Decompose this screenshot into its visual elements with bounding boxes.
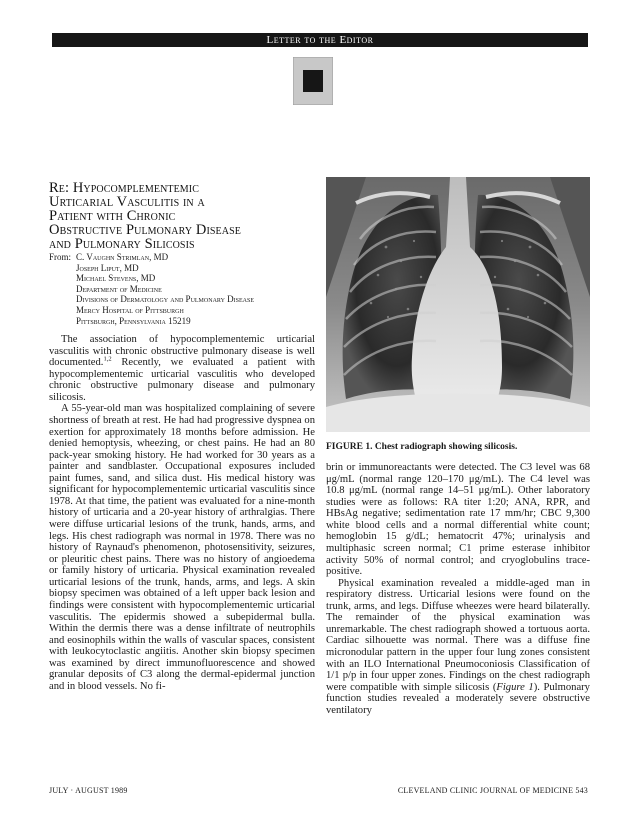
figure-caption: FIGURE 1. Chest radiograph showing silicosis. [326, 442, 518, 452]
author-name: Joseph Liput, MD [76, 262, 139, 273]
figure-reference: Figure 1 [496, 681, 534, 693]
body-paragraph: brin or immunoreactants were detected. The C3 level was 68 μg/mL (normal range 120–170 μg/mL). The C4 level was 10.8 μg/mL (normal range 14–51 μg/mL). Other laboratory studies were as follows: RA titer 1:20; ANA, RPR, and HBsAg negative; sedimentation rate 17 mm/hr; CBC 9,300 white blood cells and a normal differential white count; hemoglobin 15 g/dL; hematocrit 47%; urinalysis and multiphasic screen normal; C1 prime esterase inhibitor activity 50% of normal control; and cryoglobulins trace-positive. [326, 462, 590, 578]
section-label: Letter to the Editor [266, 34, 374, 46]
title-line: Obstructive Pulmonary Disease [49, 222, 241, 238]
article-title [49, 181, 311, 251]
author-list [76, 252, 254, 326]
reference-superscript: 1,2 [103, 355, 112, 363]
footer-journal-page: CLEVELAND CLINIC JOURNAL OF MEDICINE 543 [397, 786, 588, 795]
affiliation-line: Department of Medicine [76, 283, 162, 294]
title-line: Urticarial Vasculitis in a [49, 194, 205, 210]
title-line: and Pulmonary Silicosis [49, 236, 195, 252]
affiliation-line: Divisions of Dermatology and Pulmonary Disease [76, 294, 254, 305]
author-name: Michael Stevens, MD [76, 273, 156, 284]
affiliation-line: Pittsburgh, Pennsylvania 15219 [76, 315, 191, 326]
title-line: Patient with Chronic [49, 208, 176, 224]
left-column [49, 334, 315, 692]
body-paragraph: Physical examination revealed a middle-aged man in respiratory distress. Urticarial lesions were found on the trunk, arms, and legs. Diffuse wheezes were heard bilaterally. The remainder of the physical examination was unremarkable. The chest radiograph showed a tortuous aorta. Cardiac silhouette was normal. There was a diffuse fine micronodular pattern in the upper four lung zones consistent with an ILO International Pneumoconiosis Classification of 1/1 p/p in four upper zones. Findings on the chest radiograph were compatible with simple silicosis (Figure 1). Pulmonary function studies revealed a moderately severe obstructive ventilatory [326, 577, 590, 716]
right-column [326, 462, 590, 716]
body-paragraph: The association of hypocomplementemic urticarial vasculitis with chronic obstructive pulmonary disease is well documented.$^{1,2}$ Recently, we evaluated a patient with hypocomplementemic urticarial vasculitis who developed chronic obstructive pulmonary disease and pulmonary silicosis. [49, 334, 315, 403]
body-paragraph: A 55-year-old man was hospitalized complaining of severe shortness of breath at rest. He had had progressive dyspnea on exertion for approximately 18 months before admission. He denied hemoptysis, wheezing, or chest pains. He had an 80 pack-year smoking history. He had worked for 30 years as a painter and sandblaster. Occupational exposures included paint fumes, sand, and silica dust. His medical history was significant for hypocomplementemic urticarial vasculitis since 1978. At that time, the patient was evaluated for a nine-month history of urticaria and a 20-year history of arthralgias. There were diffuse urticarial lesions of the trunk, hands, arms, and legs. His chest radiograph was normal in 1978. There was no history of Raynaud's phenomenon, photosensitivity, seizures, or pleuritic chest pains. There was no history of angioedema or family history of urticaria. Physical examination revealed urticarial lesions of the trunk, hands, arms, and legs. A skin biopsy specimen was obtained of a left upper back lesion and findings were consistent with hypocomplementemic urticarial vasculitis. The epidermis showed a subepidermal bulla. Within the dermis there was a dense infiltrate of neutrophils and eosinophils within the walls of vascular spaces, consistent with leukocytoclastic angiitis. Another skin biopsy specimen was examined by direct immunofluorescence and showed granular deposits of C3 along the dermal-epidermal junction and in blood vessels. No fi- [49, 403, 315, 692]
footer-date: JULY · AUGUST 1989 [49, 786, 128, 795]
affiliation-list [76, 284, 254, 326]
title-line: Re: Hypocomplementemic [49, 180, 200, 196]
author-name: C. Vaughn Strimlan, MD [76, 252, 169, 262]
chest-radiograph-figure [326, 177, 590, 432]
journal-logo [293, 57, 333, 105]
section-header-bar [52, 33, 588, 47]
affiliation-line: Mercy Hospital of Pittsburgh [76, 304, 184, 315]
from-label: From: [49, 252, 72, 262]
